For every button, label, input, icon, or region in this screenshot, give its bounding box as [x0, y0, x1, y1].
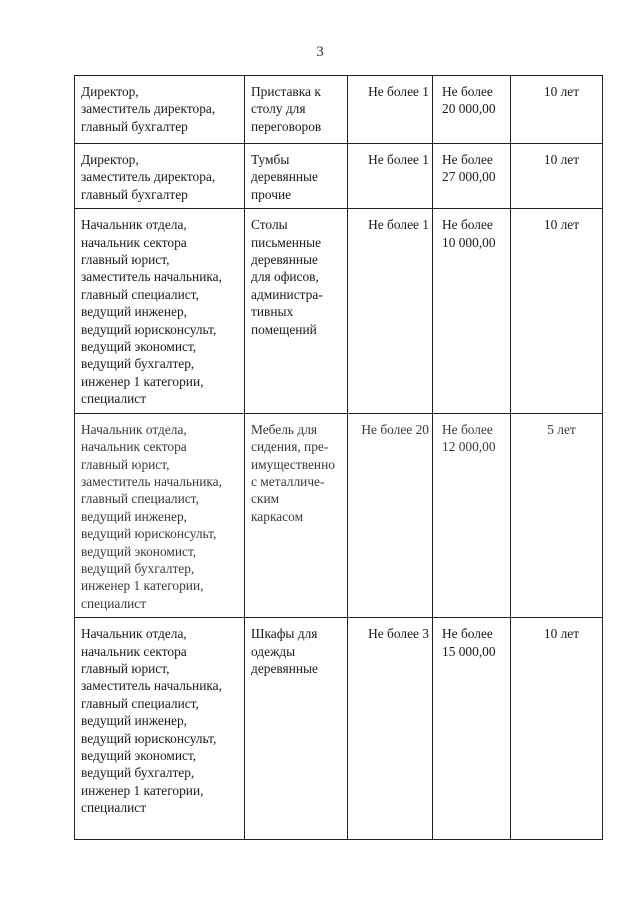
position-cell: Начальник отдела, начальник сектора главный юрист, заместитель начальника, главный специалист, ведущий инженер, ведущий юрисконсульт, ведущий экономист, ведущий бухгалтер, инженер 1 категории, специалист	[75, 413, 245, 617]
price-cell: Не более 20 000,00	[433, 76, 511, 144]
item-cell: Тумбы деревянные прочие	[245, 144, 348, 209]
price-cell: Не более 27 000,00	[433, 144, 511, 209]
quantity-cell: Не более 20	[348, 413, 433, 617]
item-cell: Приставка к столу для переговоров	[245, 76, 348, 144]
table-row	[75, 209, 603, 413]
item-cell: Столы письменные деревянные для офисов, администра- тивных помещений	[245, 209, 348, 413]
position-cell: Начальник отдела, начальник сектора главный юрист, заместитель начальника, главный специалист, ведущий инженер, ведущий юрисконсульт, ведущий экономист, ведущий бухгалтер, инженер 1 категории, специалист	[75, 209, 245, 413]
table-row	[75, 144, 603, 209]
table-row	[75, 618, 603, 840]
quantity-cell: Не более 1	[348, 144, 433, 209]
norms-table	[74, 75, 603, 840]
price-cell: Не более 12 000,00	[433, 413, 511, 617]
term-cell: 10 лет	[511, 144, 603, 209]
position-cell: Начальник отдела, начальник сектора главный юрист, заместитель начальника, главный специалист, ведущий инженер, ведущий юрисконсульт, ведущий экономист, ведущий бухгалтер, инженер 1 категории, специалист	[75, 618, 245, 840]
price-cell: Не более 15 000,00	[433, 618, 511, 840]
term-cell: 10 лет	[511, 618, 603, 840]
term-cell: 5 лет	[511, 413, 603, 617]
quantity-cell: Не более 3	[348, 618, 433, 840]
position-cell: Директор, заместитель директора, главный бухгалтер	[75, 144, 245, 209]
price-cell: Не более 10 000,00	[433, 209, 511, 413]
item-cell: Шкафы для одежды деревянные	[245, 618, 348, 840]
page-number: 3	[316, 44, 324, 60]
position-cell: Директор, заместитель директора, главный бухгалтер	[75, 76, 245, 144]
quantity-cell: Не более 1	[348, 76, 433, 144]
table-row	[75, 413, 603, 617]
term-cell: 10 лет	[511, 209, 603, 413]
item-cell: Мебель для сидения, пре- имущественно с металличе- ским каркасом	[245, 413, 348, 617]
table-row	[75, 76, 603, 144]
term-cell: 10 лет	[511, 76, 603, 144]
quantity-cell: Не более 1	[348, 209, 433, 413]
